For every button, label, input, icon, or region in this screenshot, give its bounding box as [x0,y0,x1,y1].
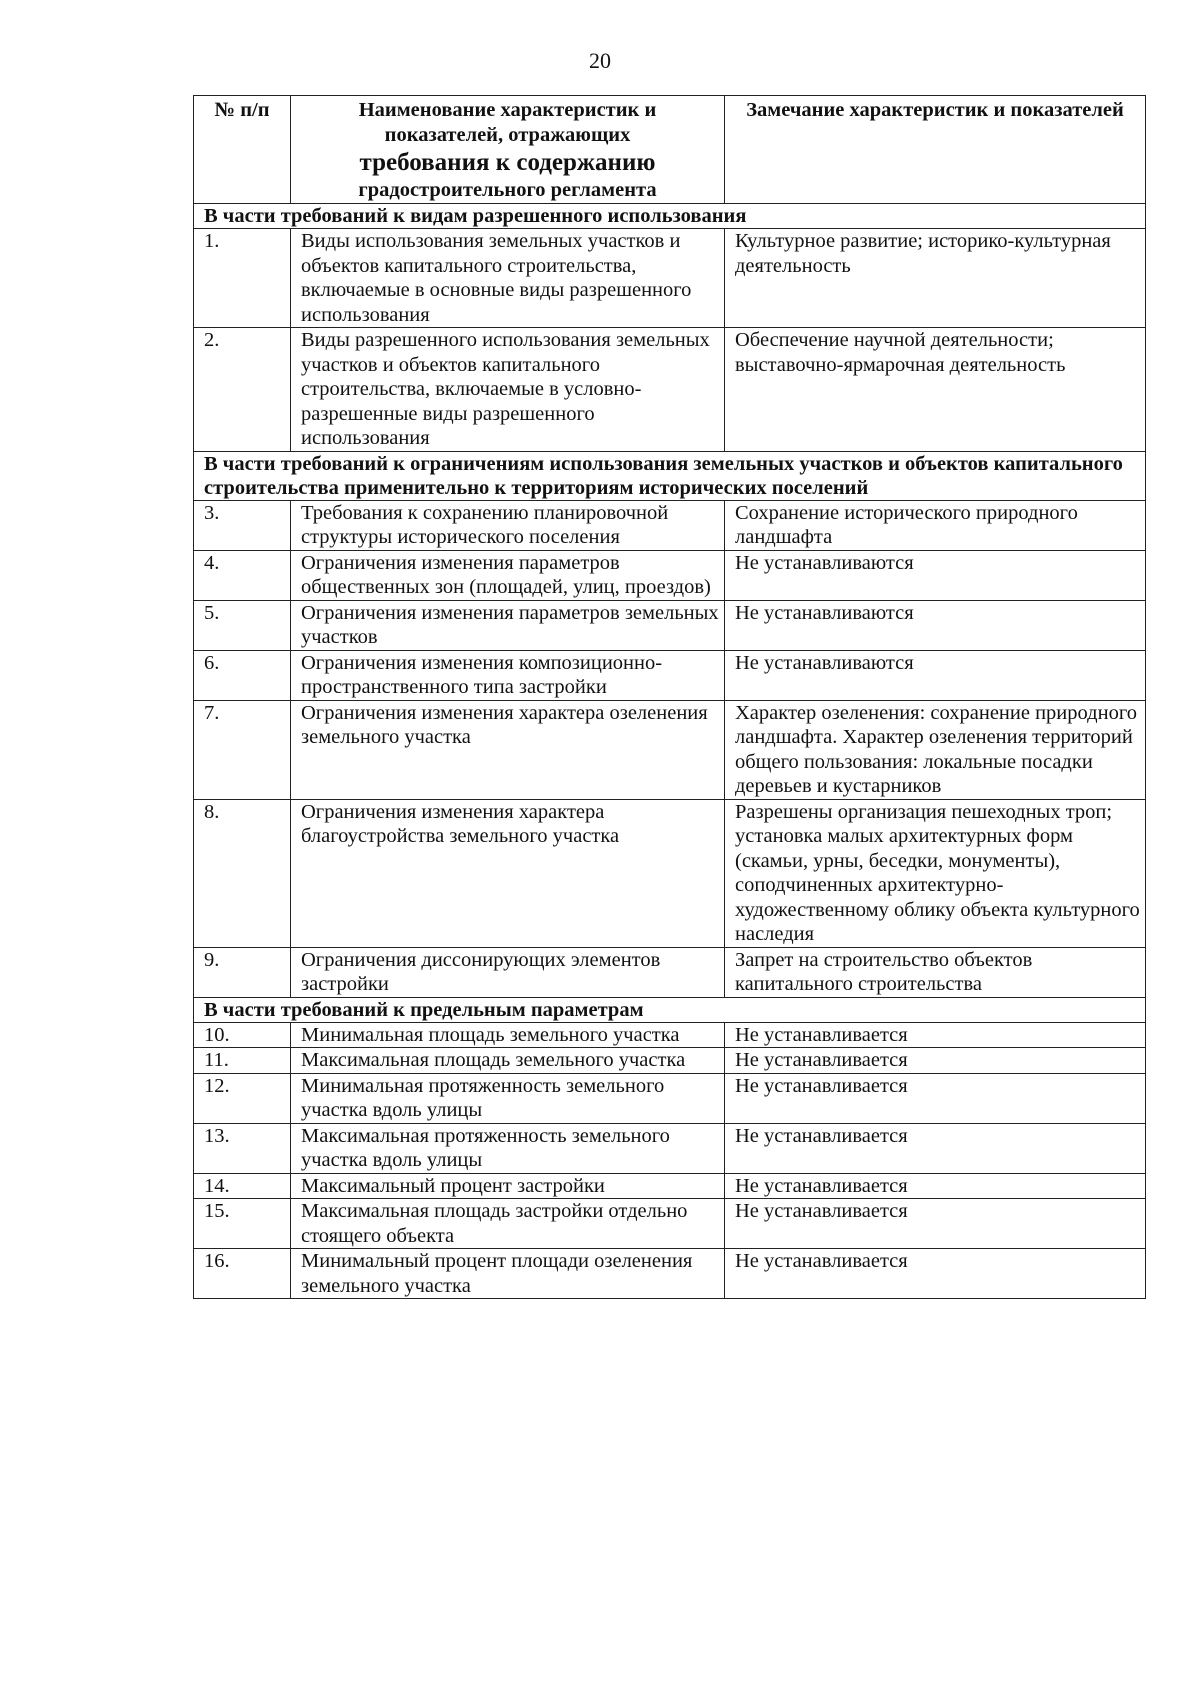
header-num: № п/п [194,96,291,204]
table-row [194,600,1146,650]
table-row [194,1199,1146,1249]
table-row [194,550,1146,600]
row-name: Максимальная площадь земельного участка [291,1048,725,1074]
row-number: 8. [194,799,291,947]
row-name: Минимальная площадь земельного участка [291,1022,725,1048]
row-remark: Разрешены организация пешеходных троп; установка малых архитектурных форм (скамьи, урны, беседки, монументы), соподчиненных архитектурно-художественному облику объекта культурного наследия [725,799,1146,947]
row-remark: Не устанавливаются [725,650,1146,700]
row-number: 13. [194,1123,291,1173]
row-remark: Не устанавливается [725,1123,1146,1173]
table-row [194,1173,1146,1199]
row-remark: Не устанавливаются [725,600,1146,650]
row-number: 6. [194,650,291,700]
section-title: В части требований к предельным параметрам [194,997,1146,1022]
row-remark: Не устанавливается [725,1199,1146,1249]
row-number: 1. [194,229,291,328]
row-number: 11. [194,1048,291,1074]
table-row [194,1073,1146,1123]
row-remark: Не устанавливается [725,1173,1146,1199]
row-name: Минимальная протяженность земельного участка вдоль улицы [291,1073,725,1123]
row-name: Ограничения диссонирующих элементов застройки [291,947,725,997]
table-row [194,328,1146,452]
row-number: 16. [194,1249,291,1299]
row-number: 10. [194,1022,291,1048]
header-name-line3: градостроительного регламента [358,179,657,201]
row-number: 4. [194,550,291,600]
row-number: 15. [194,1199,291,1249]
table-row [194,1048,1146,1074]
row-remark: Не устанавливаются [725,550,1146,600]
row-name: Максимальная площадь застройки отдельно стоящего объекта [291,1199,725,1249]
row-name: Ограничения изменения характера благоустройства земельного участка [291,799,725,947]
section-row [194,204,1146,229]
row-name: Ограничения изменения композиционно-пространственного типа застройки [291,650,725,700]
row-number: 3. [194,500,291,550]
header-name-line1: Наименование характеристик и показателей, отражающих [358,99,657,146]
table-row [194,1022,1146,1048]
section-title: В части требований к видам разрешенного использования [194,204,1146,229]
row-number: 9. [194,947,291,997]
row-name: Требования к сохранению планировочной структуры исторического поселения [291,500,725,550]
row-name: Ограничения изменения параметров земельных участков [291,600,725,650]
section-title: В части требований к ограничениям использования земельных участков и объектов капитального строительства применительно к территориям исторических поселений [194,451,1146,500]
row-remark: Не устанавливается [725,1022,1146,1048]
row-remark: Характер озеленения: сохранение природного ландшафта. Характер озеленения территорий общего пользования: локальные посадки деревьев и кустарников [725,700,1146,799]
table-row [194,1249,1146,1299]
row-remark: Не устанавливается [725,1048,1146,1074]
row-name: Максимальный процент застройки [291,1173,725,1199]
regulation-table [193,95,1146,1299]
row-name: Виды разрешенного использования земельных участков и объектов капитального строительства, включаемые в условно-разрешенные виды разрешенного использования [291,328,725,452]
table-body [194,204,1146,1299]
row-number: 2. [194,328,291,452]
section-row [194,451,1146,500]
section-row [194,997,1146,1022]
row-number: 5. [194,600,291,650]
table-row [194,650,1146,700]
page-number: 20 [589,48,611,73]
row-name: Максимальная протяженность земельного участка вдоль улицы [291,1123,725,1173]
row-name: Виды использования земельных участков и объектов капитального строительства, включаемые в основные виды разрешенного использования [291,229,725,328]
row-name: Ограничения изменения параметров общественных зон (площадей, улиц, проездов) [291,550,725,600]
header-remark: Замечание характеристик и показателей [725,96,1146,204]
header-name [291,96,725,204]
table-row [194,1123,1146,1173]
table-row [194,799,1146,947]
table-row [194,229,1146,328]
row-remark: Культурное развитие; историко-культурная деятельность [725,229,1146,328]
row-remark: Обеспечение научной деятельности; выставочно-ярмарочная деятельность [725,328,1146,452]
table-row [194,700,1146,799]
table-header-row [194,96,1146,204]
header-name-line2: требования к содержанию [359,149,656,176]
row-number: 14. [194,1173,291,1199]
row-remark: Не устанавливается [725,1249,1146,1299]
table-row [194,947,1146,997]
row-name: Ограничения изменения характера озеленения земельного участка [291,700,725,799]
row-remark: Сохранение исторического природного ландшафта [725,500,1146,550]
table-row [194,500,1146,550]
row-number: 7. [194,700,291,799]
row-remark: Не устанавливается [725,1073,1146,1123]
row-name: Минимальный процент площади озеленения земельного участка [291,1249,725,1299]
row-number: 12. [194,1073,291,1123]
row-remark: Запрет на строительство объектов капитального строительства [725,947,1146,997]
